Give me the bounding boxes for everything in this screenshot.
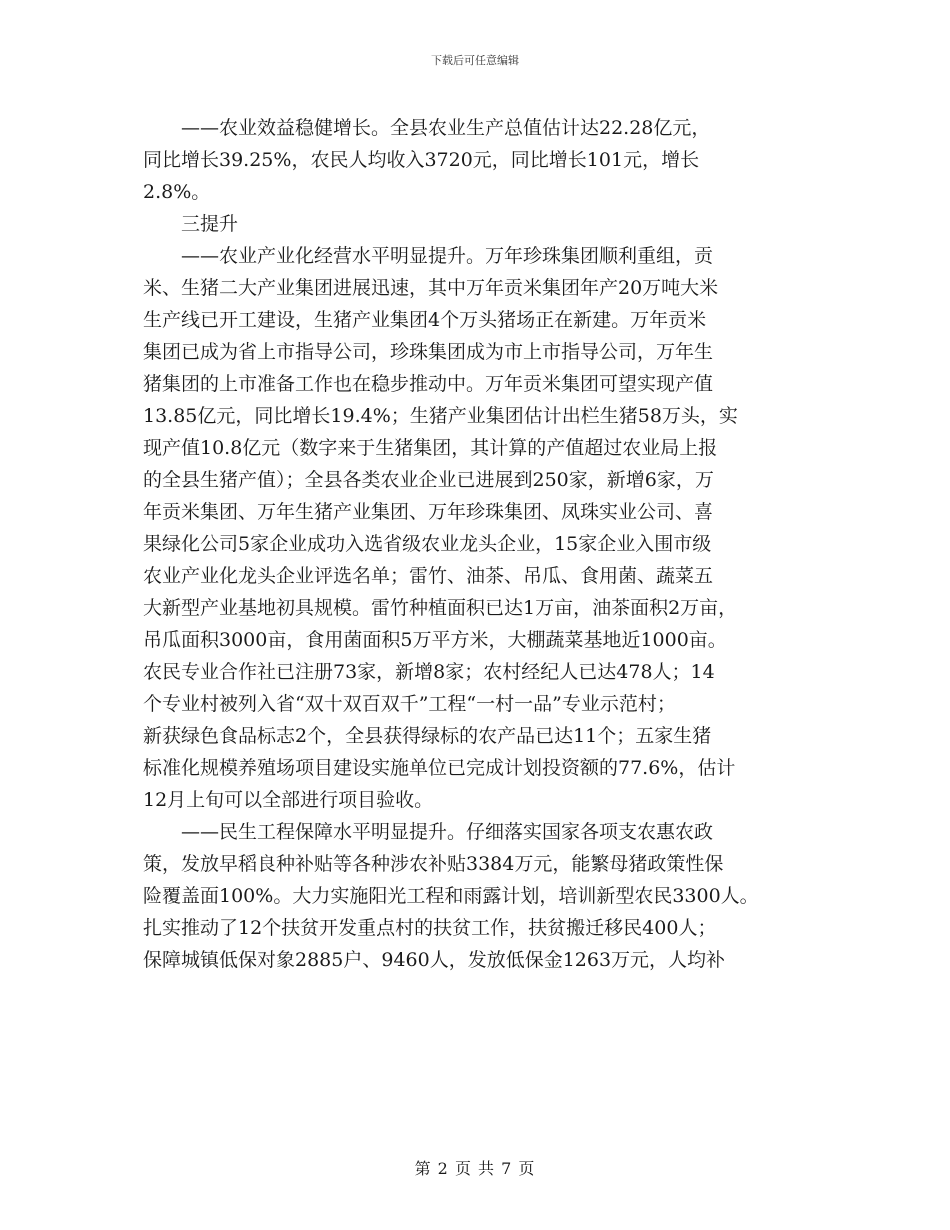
text-line: ——农业效益稳健增长。全县农业生产总值估计达22.28亿元， [181, 117, 711, 139]
text-line: 吊瓜面积3000亩，食用菌面积5万平方米，大棚蔬菜基地近1000亩。 [143, 629, 727, 651]
text-line: 集团已成为省上市指导公司，珍珠集团成为市上市指导公司，万年生 [143, 341, 714, 363]
text-line: 策，发放早稻良种补贴等各种涉农补贴3384万元，能繁母猪政策性保 [143, 853, 724, 875]
text-line: ——民生工程保障水平明显提升。仔细落实国家各项支农惠农政 [181, 821, 714, 843]
text-line: 大新型产业基地初具规模。雷竹种植面积已达1万亩，油茶面积2万亩， [143, 597, 738, 619]
text-line: 三提升 [181, 213, 239, 235]
text-line: 米、生猪二大产业集团进展迅速，其中万年贡米集团年产20万吨大米 [143, 277, 719, 299]
page-header-note: 下载后可任意编辑 [431, 54, 519, 67]
text-line: 12月上旬可以全部进行项目验收。 [143, 789, 434, 811]
text-line: 新获绿色食品标志2个，全县获得绿标的农产品已达11个；五家生猪 [143, 725, 712, 747]
text-line: 现产值10.8亿元（数字来于生猪集团，其计算的产值超过农业局上报 [143, 437, 718, 459]
text-line: 险覆盖面100%。大力实施阳光工程和雨露计划，培训新型农民3300人。 [143, 885, 759, 907]
text-line: 的全县生猪产值）；全县各类农业企业已进展到250家，新增6家，万 [143, 469, 714, 491]
text-line: 年贡米集团、万年生猪产业集团、万年珍珠集团、凤珠实业公司、喜 [143, 501, 714, 523]
text-line: 13.85亿元，同比增长19.4%；生猪产业集团估计出栏生猪58万头，实 [143, 405, 738, 427]
text-line: 标准化规模养殖场项目建设实施单位已完成计划投资额的77.6%，估计 [143, 757, 736, 779]
text-line: 保障城镇低保对象2885户、9460人，发放低保金1263万元，人均补 [143, 949, 726, 971]
text-line: 果绿化公司5家企业成功入选省级农业龙头企业，15家企业入围市级 [143, 533, 712, 555]
text-line: 同比增长39.25%，农民人均收入3720元，同比增长101元，增长 [143, 149, 700, 171]
text-line: 猪集团的上市准备工作也在稳步推动中。万年贡米集团可望实现产值 [143, 373, 714, 395]
text-line: 农业产业化龙头企业评选名单；雷竹、油茶、吊瓜、食用菌、蔬菜五 [143, 565, 714, 587]
text-line: ——农业产业化经营水平明显提升。万年珍珠集团顺利重组，贡 [181, 245, 714, 267]
text-line: 个专业村被列入省“双十双百双千”工程“一村一品”专业示范村； [143, 693, 676, 715]
text-line: 农民专业合作社已注册73家，新增8家；农村经纪人已达478人；14 [143, 661, 715, 683]
text-line: 扎实推动了12个扶贫开发重点村的扶贫工作，扶贫搬迁移民400人； [143, 917, 717, 939]
document-body [143, 112, 823, 976]
page-number: 第 2 页 共 7 页 [414, 1159, 536, 1178]
text-line: 生产线已开工建设，生猪产业集团4个万头猪场正在新建。万年贡米 [143, 309, 707, 331]
text-line: 2.8%。 [143, 181, 211, 203]
